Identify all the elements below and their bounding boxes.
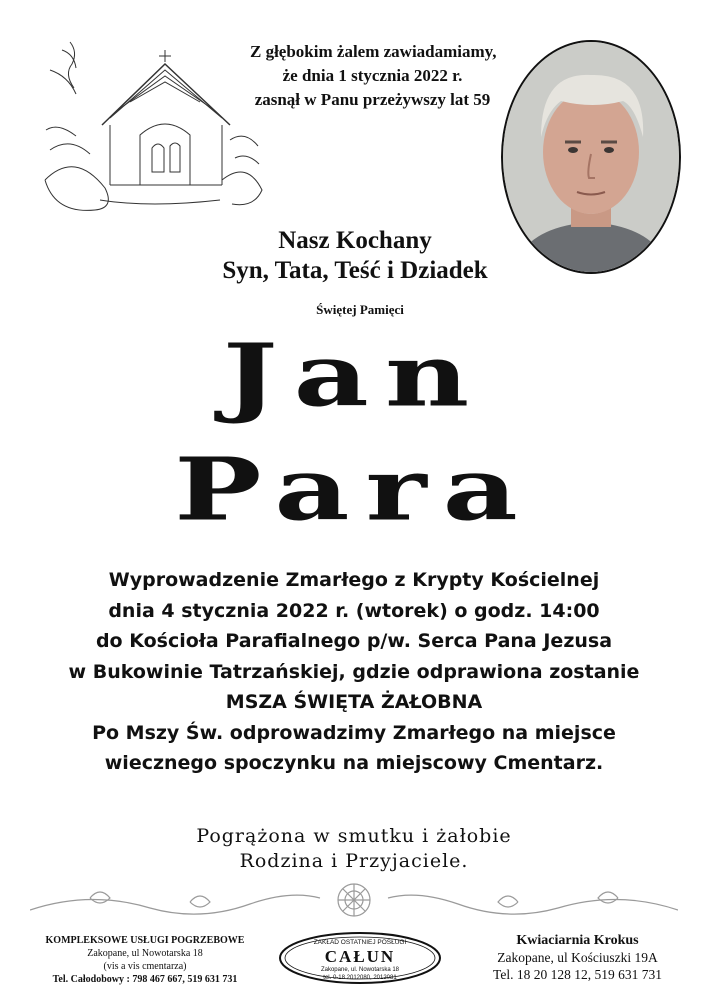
florist-info	[455, 932, 700, 983]
funeral-details	[30, 565, 678, 779]
relation-text	[150, 226, 560, 286]
intro-text	[250, 40, 495, 112]
deceased-last-name: Para	[174, 439, 534, 541]
svg-text:tel. 0-18 2012080, 2012081: tel. 0-18 2012080, 2012081	[323, 975, 397, 981]
detail-line: MSZA ŚWIĘTA ŻAŁOBNA	[225, 691, 483, 713]
svg-text:CAŁUN: CAŁUN	[324, 947, 396, 966]
funeral-home-address: Zakopane, ul Nowotarska 18	[87, 948, 203, 959]
detail-line: w Bukowinie Tatrzańskiej, gdzie odprawiona zostanie	[68, 660, 640, 683]
mourning-line: Pogrążona w smutku i żałobie	[196, 825, 512, 847]
svg-text:Zakopane, ul. Nowotarska 18: Zakopane, ul. Nowotarska 18	[320, 967, 400, 973]
florist-address: Zakopane, ul Kościuszki 19A	[497, 950, 658, 965]
funeral-home-info	[10, 934, 280, 986]
detail-line: wiecznego spoczynku na miejscowy Cmentarz.	[104, 752, 604, 774]
funeral-home-phone: Tel. Całodobowy : 798 467 667, 519 631 731	[52, 974, 238, 985]
relation-line: Syn, Tata, Teść i Dziadek	[222, 257, 488, 284]
florist-name: Kwiaciarnia Krokus	[516, 933, 639, 948]
mourning-line: Rodzina i Przyjaciele.	[239, 850, 469, 872]
funeral-home-name: KOMPLEKSOWE USŁUGI POGRZEBOWE	[45, 935, 245, 946]
mourning-text	[100, 824, 608, 874]
intro-line: zasnął w Panu przeżywszy lat 59	[254, 90, 491, 109]
detail-line: Po Mszy Św. odprowadzimy Zmarłego na miejsce	[92, 721, 616, 744]
funeral-home-note: (vis a vis cmentarza)	[103, 961, 187, 972]
detail-line: Wyprowadzenie Zmarłego z Krypty Kościelnej	[108, 569, 600, 591]
intro-line: że dnia 1 stycznia 2022 r.	[282, 66, 463, 85]
floral-ornament-icon	[30, 880, 678, 920]
detail-line: do Kościoła Parafialnego p/w. Serca Pana Jezusa	[95, 630, 613, 652]
memory-label: Świętej Pamięci	[316, 302, 404, 317]
calun-logo	[276, 930, 444, 986]
svg-text:ZAKŁAD OSTATNIEJ POSŁUGI: ZAKŁAD OSTATNIEJ POSŁUGI	[313, 939, 407, 946]
florist-phone: Tel. 18 20 128 12, 519 631 731	[493, 967, 662, 982]
chapel-drawing-icon	[40, 30, 265, 215]
detail-line: dnia 4 stycznia 2022 r. (wtorek) o godz. 14:00	[108, 599, 600, 622]
deceased-first-name: Jan	[222, 325, 486, 427]
intro-line: Z głębokim żalem zawiadamiamy,	[250, 42, 497, 61]
relation-line: Nasz Kochany	[278, 227, 432, 254]
